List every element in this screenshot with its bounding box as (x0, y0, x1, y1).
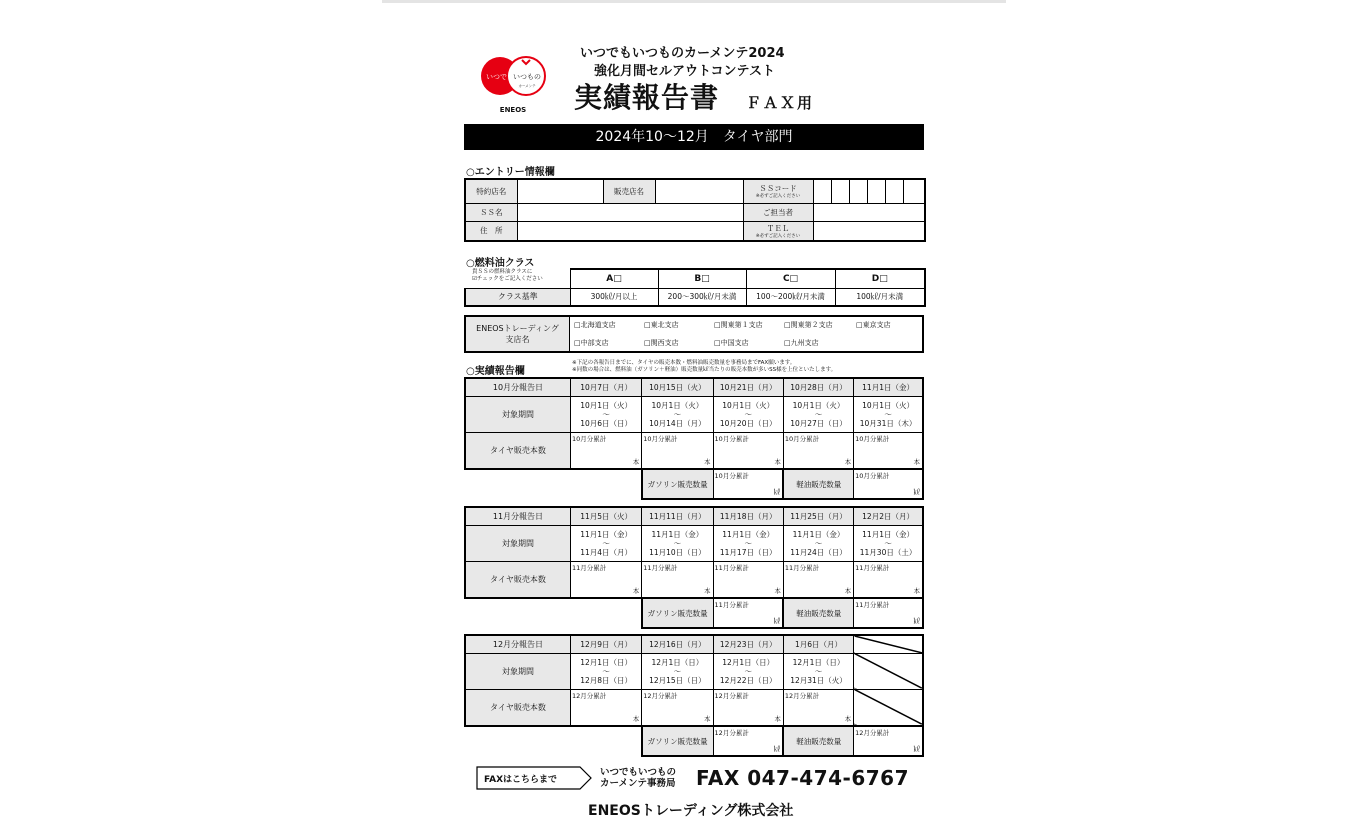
ss-code-digit[interactable] (813, 179, 831, 203)
report-note1: ※下記の各報告日までに、タイヤの販売本数・燃料油販売数量を事務局までFAX願います。 (572, 360, 796, 366)
unit-hon: 本 (913, 587, 920, 595)
tel-field[interactable] (813, 221, 925, 241)
criteria-b: 200～300㎘/月未満 (658, 288, 746, 306)
spacer (570, 598, 641, 628)
ss-name-label: ＳＳ名 (465, 203, 517, 221)
period-from: 10月1日（火） (580, 400, 633, 410)
tire-sales-input[interactable] (570, 432, 641, 469)
branch-kanto2[interactable]: □関東第２支店 (784, 321, 833, 329)
unit-kl: ㎘ (773, 745, 781, 753)
unit-hon: 本 (774, 587, 781, 595)
period-to: 12月8日（日） (580, 675, 633, 685)
tire-sales-input[interactable] (642, 561, 713, 598)
diesel-sales-input[interactable] (854, 469, 923, 499)
criteria-c: 100～200㎘/月未満 (746, 288, 835, 306)
cumulative-label: 11月分累計 (855, 563, 890, 572)
tire-sales-input[interactable] (713, 561, 783, 598)
logo-right-text: いつもの (513, 73, 541, 81)
tire-sales-input[interactable] (854, 432, 923, 469)
ss-name-field[interactable] (517, 203, 743, 221)
carmente-logo-icon (478, 52, 548, 116)
report-section-title: ○実績報告欄 (466, 366, 525, 377)
ss-code-digit[interactable] (849, 179, 867, 203)
branch-tokyo[interactable]: □東京支店 (856, 321, 891, 329)
class-a-checkbox[interactable]: A□ (570, 269, 658, 288)
cumulative-label: 11月分累計 (855, 601, 890, 609)
logo-left-text: いつでも (486, 73, 514, 81)
report-date: 10月28日（月） (783, 378, 853, 396)
report-table-month-1 (464, 377, 924, 500)
period-range (854, 525, 923, 561)
period-to: 10月27日（日） (790, 418, 847, 428)
report-date: 11月11日（月） (642, 507, 713, 525)
branch-kansai[interactable]: □関西支店 (644, 339, 679, 347)
branch-chubu[interactable]: □中部支店 (574, 339, 609, 347)
empty-tire-cell (854, 689, 923, 726)
period-range (783, 653, 853, 689)
period-label: 対象期間 (465, 396, 570, 432)
cumulative-label: 11月分累計 (643, 563, 678, 572)
period-tilde: ～ (814, 666, 823, 676)
period-from: 10月1日（火） (792, 400, 845, 410)
spacer (465, 469, 570, 499)
ss-code-text: ＳＳコード (759, 184, 797, 194)
unit-hon: 本 (632, 715, 640, 723)
tire-sales-label: タイヤ販売本数 (465, 561, 570, 598)
period-to: 10月6日（日） (580, 418, 633, 428)
report-date: 10月7日（月） (570, 378, 641, 396)
unit-hon: 本 (844, 587, 852, 595)
fax-organizer-line2: カーメンテ事務局 (600, 778, 676, 789)
gasoline-sales-label: ガソリン販売数量 (642, 726, 713, 756)
report-note2: ※同数の場合は、燃料油（ガソリン＋軽油）販売数量㎘当たりの販売本数が多いSS様を上位といたします。 (572, 367, 837, 373)
unit-hon: 本 (844, 458, 852, 466)
period-range (642, 396, 713, 432)
entry-section-title: ○エントリー情報欄 (466, 167, 555, 178)
period-range (713, 396, 783, 432)
report-date: 12月23日（月） (713, 635, 783, 653)
hanbai-label: 販売店名 (603, 179, 655, 203)
cumulative-label: 12月分累計 (855, 729, 890, 737)
unit-hon: 本 (632, 587, 640, 595)
cumulative-label: 10月分累計 (714, 434, 749, 443)
page-title: 実績報告書 (574, 81, 720, 114)
fax-number: FAX 047-474-6767 (696, 766, 909, 790)
period-from: 12月1日（日） (580, 657, 633, 667)
cumulative-label: 12月分累計 (643, 691, 678, 700)
period-range (713, 653, 783, 689)
period-tilde: ～ (814, 409, 823, 419)
cumulative-label: 12月分累計 (784, 691, 820, 700)
report-date: 12月2日（月） (854, 507, 923, 525)
branch-chugoku[interactable]: □中国支店 (714, 339, 749, 347)
report-date-label: 12月分報告日 (465, 635, 570, 653)
unit-kl: ㎘ (913, 617, 920, 625)
fax-label: FAXはこちらまで (484, 775, 558, 785)
tanto-label: ご担当者 (743, 203, 813, 221)
report-date: 12月16日（月） (642, 635, 713, 653)
cumulative-label: 12月分累計 (714, 729, 749, 737)
period-to: 11月10日（日） (649, 547, 706, 557)
period-range (783, 525, 853, 561)
tire-sales-input[interactable] (570, 689, 641, 726)
period-to: 10月31日（木） (859, 418, 917, 428)
fax-organizer (600, 767, 676, 789)
period-from: 11月1日（金） (651, 529, 704, 539)
period-tilde: ～ (602, 538, 610, 548)
period-tilde: ～ (884, 538, 892, 548)
period-from: 10月1日（火） (862, 400, 914, 410)
tanto-field[interactable] (813, 203, 925, 221)
cumulative-label: 12月分累計 (714, 691, 749, 700)
unit-hon: 本 (704, 458, 711, 466)
period-to: 12月15日（日） (649, 675, 706, 685)
spacer (570, 469, 641, 499)
unit-hon: 本 (913, 458, 920, 466)
branch-tohoku[interactable]: □東北支店 (644, 321, 679, 329)
ss-code-digit[interactable] (867, 179, 885, 203)
branch-hokkaido[interactable]: □北海道支店 (574, 321, 616, 329)
period-to: 11月4日（月） (580, 547, 633, 557)
tire-sales-input[interactable] (854, 561, 923, 598)
period-tilde: ～ (673, 409, 682, 419)
branch-label-line2: 支店名 (505, 335, 530, 344)
tel-label (743, 221, 813, 241)
unit-kl: ㎘ (773, 617, 781, 625)
report-date: 11月25日（月） (783, 507, 853, 525)
period-label: 対象期間 (465, 525, 570, 561)
cumulative-label: 10月分累計 (571, 434, 607, 443)
tire-sales-input[interactable] (642, 689, 713, 726)
cumulative-label: 11月分累計 (714, 601, 749, 609)
ss-code-digit[interactable] (885, 179, 903, 203)
unit-hon: 本 (844, 715, 852, 723)
period-range (642, 525, 713, 561)
tire-sales-input[interactable] (570, 561, 641, 598)
logo-sub-text: カーメンテ (518, 84, 536, 88)
spacer (465, 598, 570, 628)
ss-code-digit[interactable] (903, 179, 925, 203)
address-field[interactable] (517, 221, 743, 241)
empty-date-cell (854, 635, 923, 653)
period-range (854, 396, 923, 432)
period-tilde: ～ (602, 409, 610, 419)
branch-kyushu[interactable]: □九州支店 (784, 339, 819, 347)
tokuyaku-field[interactable] (517, 179, 603, 203)
logo-brand-text: ENEOS (499, 106, 527, 114)
tokuyaku-label: 特約店名 (465, 179, 517, 203)
tire-sales-input[interactable] (713, 689, 783, 726)
unit-kl: ㎘ (773, 488, 781, 496)
company-name: ENEOSトレーディング株式会社 (588, 803, 794, 819)
report-table-month-2 (464, 506, 924, 629)
tire-sales-label: タイヤ販売本数 (465, 689, 570, 726)
spacer (465, 726, 570, 756)
period-tilde: ～ (744, 538, 752, 548)
class-c-checkbox[interactable]: C□ (746, 269, 835, 288)
period-tilde: ～ (673, 538, 682, 548)
report-date: 10月15日（火） (642, 378, 713, 396)
period-tilde: ～ (602, 666, 610, 676)
gasoline-sales-input[interactable] (713, 598, 783, 628)
cumulative-label: 12月分累計 (571, 691, 607, 700)
report-date: 11月1日（金） (854, 378, 923, 396)
class-b-checkbox[interactable]: B□ (658, 269, 746, 288)
period-from: 12月1日（日） (792, 657, 845, 667)
fuel-note2: ☑チェックをご記入ください (472, 276, 543, 282)
period-from: 10月1日（火） (651, 400, 704, 410)
cumulative-label: 10月分累計 (855, 472, 890, 480)
criteria-label: クラス基準 (465, 288, 570, 306)
fax-use-label: ＦＡＸ用 (746, 94, 815, 112)
period-range (570, 396, 641, 432)
ss-code-note: ※必ずご記入ください (755, 194, 801, 200)
report-date: 1月6日（月） (783, 635, 853, 653)
period-from: 12月1日（日） (722, 657, 775, 667)
tire-sales-label: タイヤ販売本数 (465, 432, 570, 469)
tire-sales-input[interactable] (642, 432, 713, 469)
gasoline-sales-input[interactable] (713, 469, 783, 499)
period-banner: 2024年10～12月 タイヤ部門 (464, 124, 924, 150)
period-range (642, 653, 713, 689)
fuel-section-title: ○燃料油クラス (466, 258, 535, 269)
report-date: 11月5日（火） (570, 507, 641, 525)
unit-kl: ㎘ (913, 488, 920, 496)
branch-label (466, 317, 570, 351)
fuel-class-table (464, 268, 926, 307)
spacer (570, 726, 641, 756)
diesel-sales-label: 軽油販売数量 (783, 469, 853, 499)
hanbai-field[interactable] (655, 179, 743, 203)
period-label: 対象期間 (465, 653, 570, 689)
report-date: 10月21日（月） (713, 378, 783, 396)
period-from: 11月1日（金） (580, 529, 633, 539)
cumulative-label: 11月分累計 (784, 563, 820, 572)
period-range (783, 396, 853, 432)
unit-hon: 本 (632, 458, 640, 466)
gasoline-sales-input[interactable] (713, 726, 783, 756)
report-date-label: 11月分報告日 (465, 507, 570, 525)
branch-kanto1[interactable]: □関東第１支店 (714, 321, 763, 329)
gasoline-sales-label: ガソリン販売数量 (642, 598, 713, 628)
address-label: 住 所 (465, 221, 517, 241)
diesel-sales-input[interactable] (854, 726, 923, 756)
fuel-note1: 貴ＳＳの燃料油クラスに (472, 269, 533, 275)
title-line1: いつでもいつものカーメンテ2024 (580, 46, 785, 61)
cumulative-label: 10月分累計 (855, 434, 890, 443)
title-line2: 強化月間セルアウトコンテスト (594, 64, 775, 79)
class-d-checkbox[interactable]: D□ (835, 269, 925, 288)
cumulative-label: 11月分累計 (571, 563, 607, 572)
period-tilde: ～ (814, 538, 823, 548)
empty-period-cell (854, 653, 923, 689)
criteria-a: 300㎘/月以上 (570, 288, 658, 306)
branch-box (464, 315, 924, 353)
fax-organizer-line1: いつでもいつもの (600, 767, 677, 778)
diesel-sales-input[interactable] (854, 598, 923, 628)
report-date: 12月9日（月） (570, 635, 641, 653)
diesel-sales-label: 軽油販売数量 (783, 726, 853, 756)
period-tilde: ～ (744, 409, 752, 419)
unit-kl: ㎘ (913, 745, 920, 753)
tel-text: ＴＥＬ (766, 223, 790, 233)
period-range (570, 525, 641, 561)
period-to: 11月30日（土） (859, 547, 917, 557)
tel-note: ※必ずご記入ください (755, 233, 801, 239)
period-to: 12月22日（日） (719, 675, 777, 685)
period-to: 10月14日（月） (649, 418, 706, 428)
period-tilde: ～ (744, 666, 752, 676)
gasoline-sales-label: ガソリン販売数量 (642, 469, 713, 499)
tire-sales-input[interactable] (713, 432, 783, 469)
entry-table (464, 178, 926, 242)
branch-label-line1: ENEOSトレーディング (476, 324, 559, 333)
unit-hon: 本 (704, 715, 711, 723)
tire-sales-input[interactable] (783, 561, 853, 598)
cumulative-label: 10月分累計 (714, 472, 749, 480)
report-date: 11月18日（月） (713, 507, 783, 525)
unit-hon: 本 (704, 587, 711, 595)
period-from: 11月1日（金） (862, 529, 914, 539)
period-from: 12月1日（日） (651, 657, 704, 667)
period-to: 11月17日（日） (719, 547, 777, 557)
period-range (713, 525, 783, 561)
report-table-month-3 (464, 634, 924, 757)
cumulative-label: 10月分累計 (643, 434, 678, 443)
period-tilde: ～ (884, 409, 892, 419)
period-from: 11月1日（金） (722, 529, 775, 539)
period-to: 10月20日（日） (719, 418, 777, 428)
cumulative-label: 10月分累計 (784, 434, 820, 443)
unit-hon: 本 (774, 458, 781, 466)
period-range (570, 653, 641, 689)
tire-sales-input[interactable] (783, 432, 853, 469)
unit-hon: 本 (774, 715, 781, 723)
period-to: 11月24日（日） (790, 547, 847, 557)
period-tilde: ～ (673, 666, 682, 676)
ss-code-label (743, 179, 813, 203)
period-from: 11月1日（金） (792, 529, 845, 539)
ss-code-digit[interactable] (831, 179, 849, 203)
cumulative-label: 11月分累計 (714, 563, 749, 572)
tire-sales-input[interactable] (783, 689, 853, 726)
report-date-label: 10月分報告日 (465, 378, 570, 396)
period-from: 10月1日（火） (722, 400, 775, 410)
diesel-sales-label: 軽油販売数量 (783, 598, 853, 628)
criteria-d: 100㎘/月未満 (835, 288, 925, 306)
period-to: 12月31日（火） (790, 675, 847, 685)
top-scroll-edge (382, 0, 1006, 3)
